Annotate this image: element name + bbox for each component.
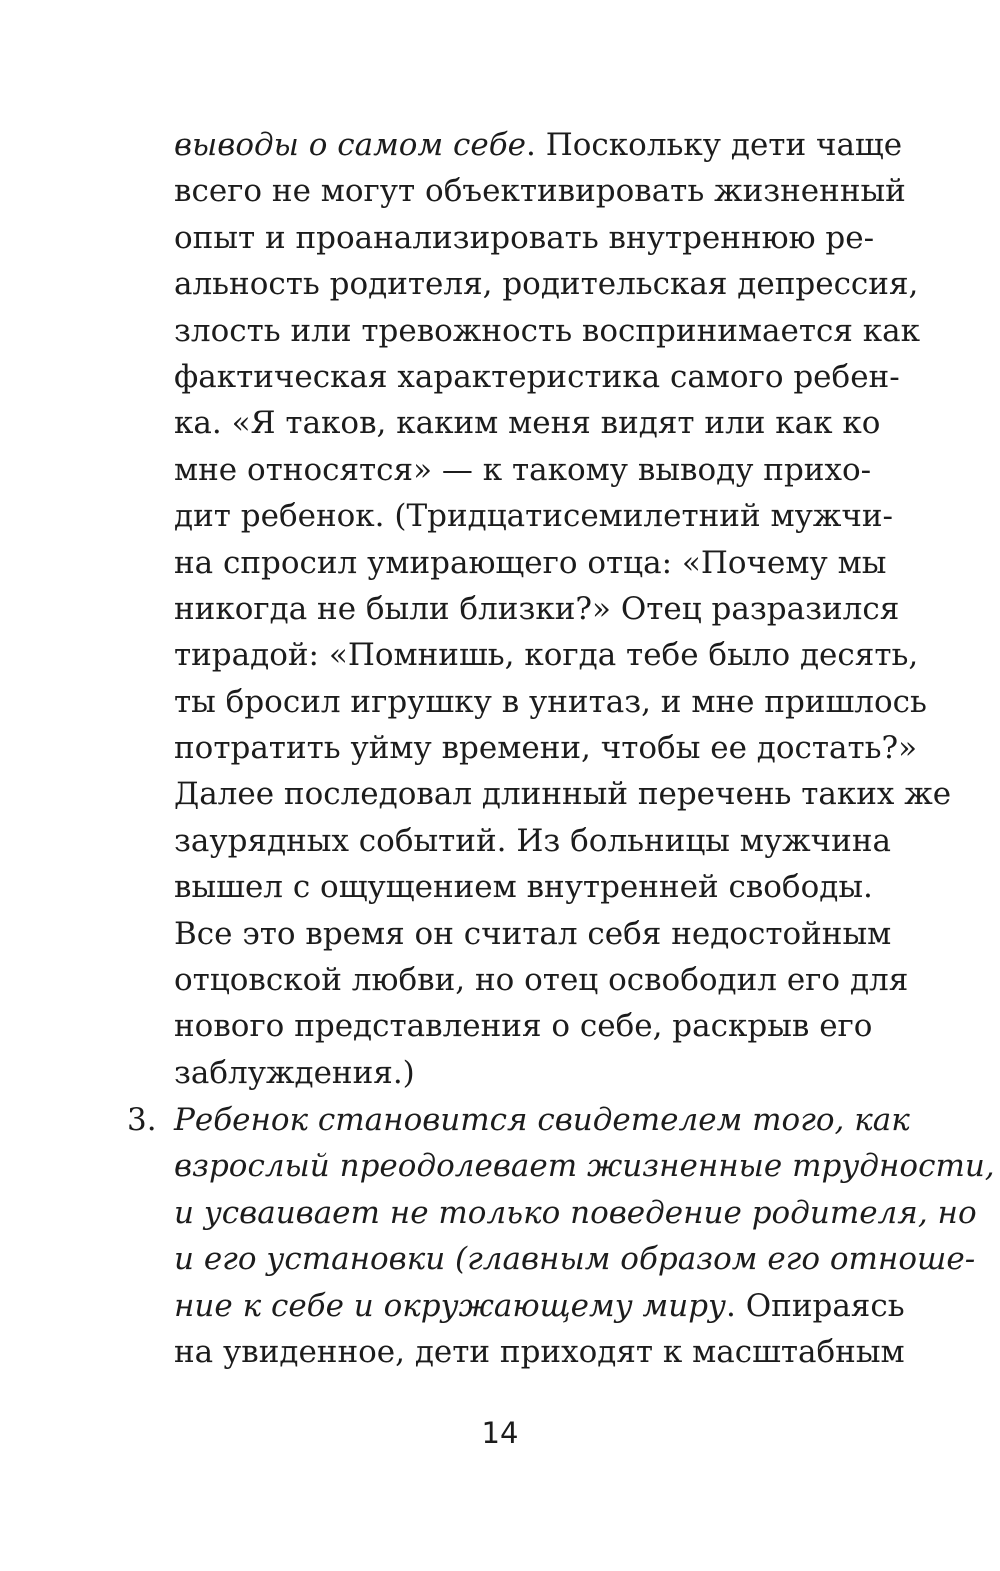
regular-phrase: . Опираясь	[726, 1287, 905, 1324]
text-line: заблуждения.)	[174, 1054, 415, 1091]
paragraph-continued	[174, 122, 952, 1096]
text-line: ты бросил игрушку в унитаз, и мне пришлось	[174, 683, 927, 720]
text-line: на спросил умирающего отца: «Почему мы	[174, 544, 887, 581]
text-line: ка. «Я таков, каким меня видят или как ко	[174, 405, 881, 442]
text-line: мне относятся» — к такому выводу прихо-	[174, 451, 872, 488]
text-line: Ребенок становится свидетелем того, как	[174, 1102, 910, 1138]
text-line	[174, 122, 903, 168]
text-line: опыт и проанализировать внутреннюю ре-	[174, 219, 875, 256]
text-line: и усваивает не только поведение родителя, но	[174, 1194, 977, 1231]
text-line: заурядных событий. Из больницы мужчина	[174, 822, 891, 859]
text-line	[174, 1283, 905, 1329]
text-line: отцовской любви, но отец освободил его для	[174, 962, 909, 999]
text-line: Все это время он считал себя недостойным	[174, 915, 892, 952]
page-number: 14	[481, 1416, 519, 1450]
text-line: и его установки (главным образом его отноше-	[174, 1241, 976, 1278]
text-line: тирадой: «Помнишь, когда тебе было десять,	[174, 637, 919, 674]
text-line: никогда не были близки?» Отец разразился	[174, 590, 900, 627]
text-line: вышел с ощущением внутренней свободы.	[174, 869, 873, 906]
text-line: альность родителя, родительская депрессия,	[174, 266, 919, 303]
list-item-number: 3.	[127, 1102, 157, 1138]
text-line: злость или тревожность воспринимается как	[174, 312, 920, 349]
text-line: фактическая характеристика самого ребен-	[174, 358, 900, 395]
text-line: потратить уйму времени, чтобы ее достать?»	[174, 730, 918, 767]
text-line: дит ребенок. (Тридцатисемилетний мужчи-	[174, 498, 893, 535]
text-line: всего не могут объективировать жизненный	[174, 173, 906, 210]
list-item-3	[174, 1097, 995, 1375]
text-line: на увиденное, дети приходят к масштабным	[174, 1333, 905, 1370]
text-line: нового представления о себе, раскрыв его	[174, 1008, 873, 1045]
italic-phrase: выводы о самом себе	[174, 127, 527, 163]
text-line: взрослый преодолевает жизненные трудности,	[174, 1148, 995, 1185]
italic-phrase: ние к себе и окружающему миру	[174, 1287, 727, 1324]
text-line: Далее последовал длинный перечень таких же	[174, 776, 952, 813]
regular-phrase: . Поскольку дети чаще	[526, 127, 903, 163]
